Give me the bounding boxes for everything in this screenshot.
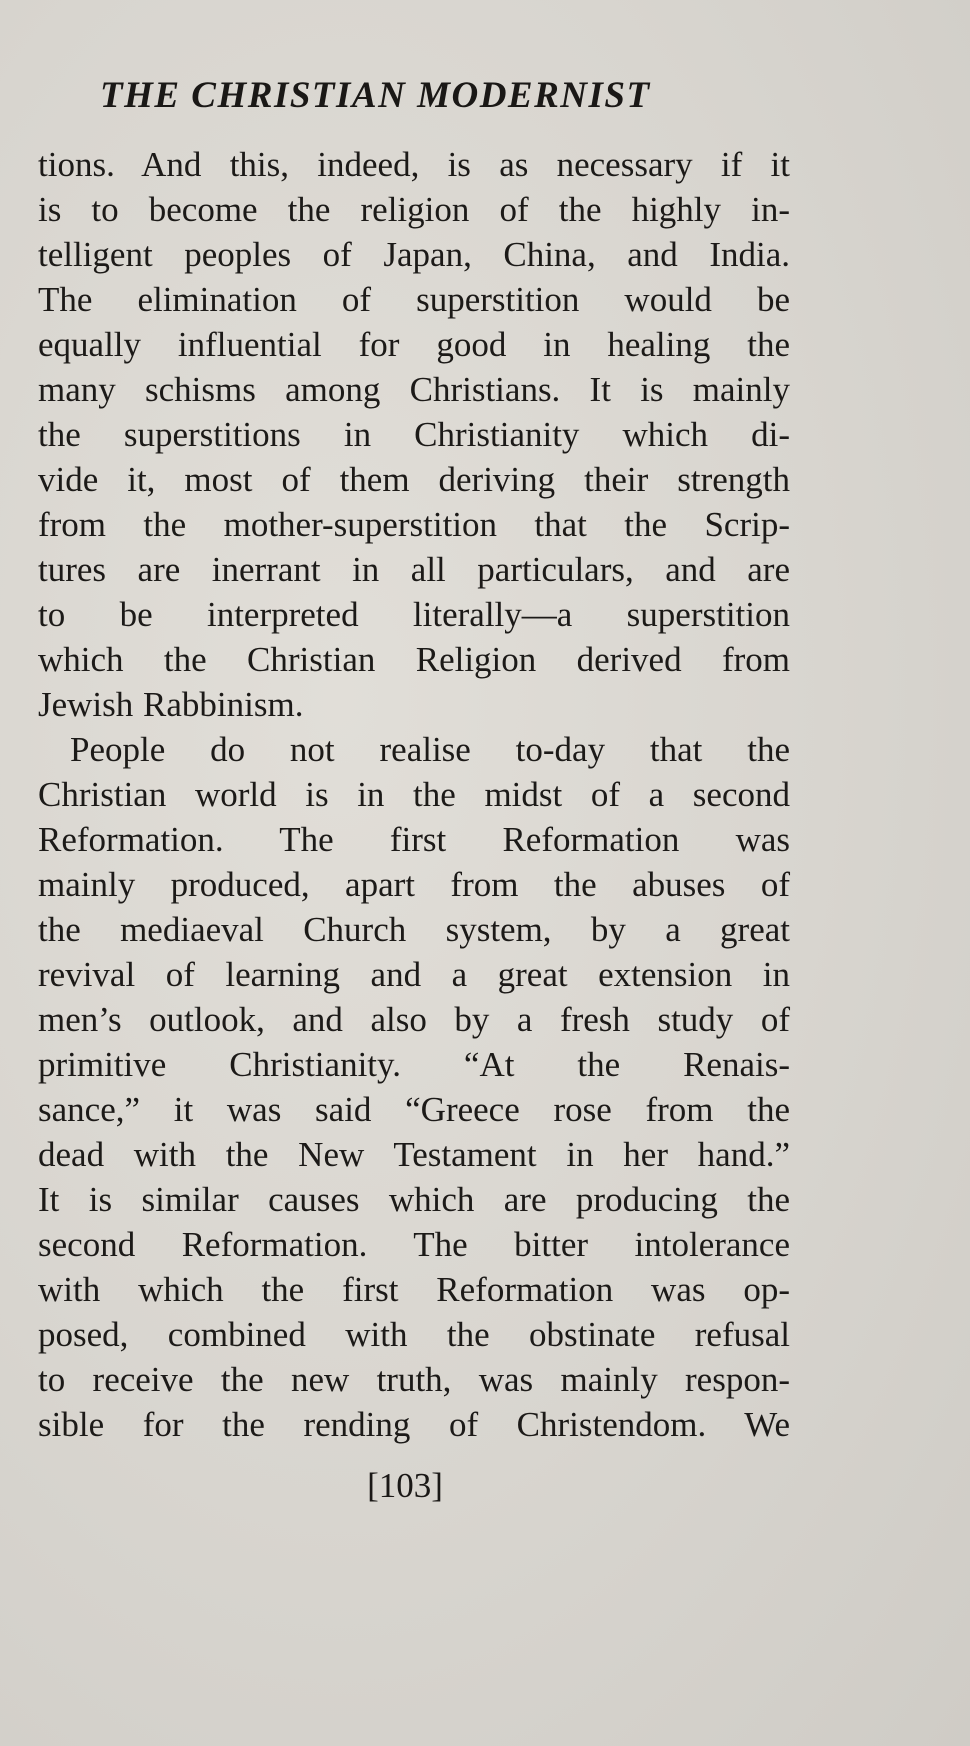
text-line: tions. And this, indeed, is as necessary if it: [38, 145, 790, 184]
text-line: tures are inerrant in all particulars, and are: [38, 550, 790, 589]
text-line: telligent peoples of Japan, China, and India.: [38, 235, 790, 274]
text-line: mainly produced, apart from the abuses of: [38, 865, 790, 904]
text-line: equally influential for good in healing the: [38, 325, 790, 364]
text-line: The elimination of superstition would be: [38, 280, 790, 319]
text-line: men’s outlook, and also by a fresh study of: [38, 1000, 790, 1039]
text-line: vide it, most of them deriving their strength: [38, 460, 790, 499]
text-line: revival of learning and a great extension in: [38, 955, 790, 994]
text-line: Christian world is in the midst of a second: [38, 775, 790, 814]
text-line: many schisms among Christians. It is mainly: [38, 370, 790, 409]
text-line: sible for the rending of Christendom. We: [38, 1405, 790, 1444]
text-line: to be interpreted literally—a superstition: [38, 595, 790, 634]
body-text: [38, 142, 790, 1447]
paragraph-first-line: People do not realise to-day that the: [70, 730, 790, 769]
text-line: the superstitions in Christianity which di-: [38, 415, 790, 454]
text-line: dead with the New Testament in her hand.”: [38, 1135, 790, 1174]
text-line: posed, combined with the obstinate refusal: [38, 1315, 790, 1354]
text-line: second Reformation. The bitter intolerance: [38, 1225, 790, 1264]
page-number: [103]: [367, 1466, 443, 1505]
text-line: from the mother-superstition that the Scrip-: [38, 505, 790, 544]
text-line: sance,” it was said “Greece rose from the: [38, 1090, 790, 1129]
text-line: with which the first Reformation was op-: [38, 1270, 790, 1309]
running-head: THE CHRISTIAN MODERNIST: [100, 75, 651, 116]
text-line: which the Christian Religion derived from: [38, 640, 790, 679]
text-line: Jewish Rabbinism.: [38, 685, 304, 724]
text-line: is to become the religion of the highly in-: [38, 190, 790, 229]
text-line: primitive Christianity. “At the Renais-: [38, 1045, 790, 1084]
text-line: to receive the new truth, was mainly respon-: [38, 1360, 790, 1399]
text-line: the mediaeval Church system, by a great: [38, 910, 790, 949]
text-line: Reformation. The first Reformation was: [38, 820, 790, 859]
text-line: It is similar causes which are producing the: [38, 1180, 790, 1219]
